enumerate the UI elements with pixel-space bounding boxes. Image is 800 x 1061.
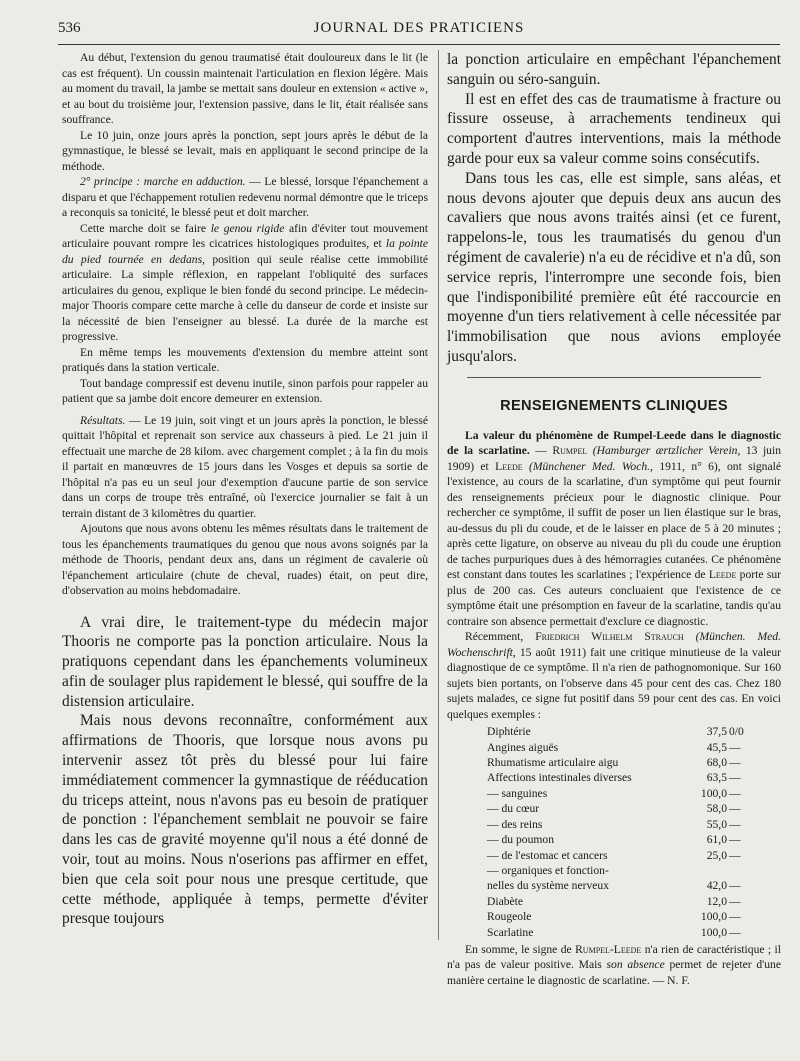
article-paragraph-2: Récemment, Friedrich Wilhelm Strauch (München. Med. Wochenschrift, 15 août 1911) fait une critique minutieuse de la valeur diagnostique de ce symptôme. Il n'a rien de pathognomonique. Sur 160 sujets bien portants, on l'observe dans 45 pour cent des cas. Chez 180 sujets malades, ce signe fut positif dans 59 pour cent des cas. En voici quelques exemples : bbox=[447, 630, 781, 721]
left-paragraph-6: Tout bandage compressif est devenu inutile, sinon parfois pour rappeler au patient que sa jambe doit encore demeurer en extension. bbox=[62, 376, 428, 405]
stats-unit: — bbox=[729, 802, 741, 816]
stats-row bbox=[487, 724, 765, 739]
stats-label: — des reins bbox=[487, 817, 543, 831]
stats-row bbox=[487, 770, 765, 785]
left-column bbox=[62, 50, 428, 929]
stats-value: 61,0 bbox=[706, 833, 727, 847]
left-paragraph-results: Résultats. — Le 19 juin, soit vingt et un jours après la ponction, le blessé quittait l'hôpital et reprenait son service aux chasseurs à pied. Le 21 juin il effectuait une marche de 28 kilom. avec chargement complet ; à la fin du mois il partait en manœuvres de 15 jours dans les Vosges et depuis sa sortie de l'hôpital n'a pas eu un seul jour d'exemption d'aucune partie de son service dans un corps de troupe très entraîné, où l'exercice journalier se fait à un terrain distant de 3 kilomètres du quartier. bbox=[62, 413, 428, 520]
stats-label: — sanguines bbox=[487, 786, 548, 800]
stats-label: Rhumatisme articulaire aigu bbox=[487, 756, 619, 770]
right-column bbox=[447, 50, 781, 988]
stats-value: 63,5 bbox=[706, 771, 727, 785]
stats-unit: — bbox=[729, 910, 741, 924]
stats-value: 25,0 bbox=[706, 848, 727, 862]
stats-label: Scarlatine bbox=[487, 925, 534, 939]
stats-row bbox=[487, 832, 765, 847]
stats-label: Diabète bbox=[487, 894, 524, 908]
stats-row bbox=[487, 740, 765, 755]
stats-label: Angines aiguës bbox=[487, 740, 559, 754]
stats-unit: — bbox=[729, 833, 741, 847]
left-paragraph-4: Cette marche doit se faire le genou rigide afin d'éviter tout mouvement articulaire pouvant rompre les cicatrices histologiques produites, et la pointe du pied tournée en dedans, position qui seule réalise cette immobilité articulaire. La simple réflexion, en rappelant l'obliquité des surfaces articulaires du genou, explique le bien fondé du second principe. Le médecin-major Thooris compare cette marche à celle du danseur de corde et insiste sur la nécessité de bien l'enseigner au blessé. La durée de la marche est progressive. bbox=[62, 221, 428, 343]
left-paragraph-3: 2° principe : marche en adduction. — Le blessé, lorsque l'épanchement a disparu et que l'échappement rotulien redevenu normal démontre que le triceps a reconquis sa tonicité, le blessé peut et doit marcher. bbox=[62, 175, 428, 219]
stats-label: — du poumon bbox=[487, 833, 554, 847]
column-divider bbox=[438, 50, 439, 940]
stats-row bbox=[487, 894, 765, 909]
stats-label: nelles du système nerveux bbox=[487, 879, 610, 893]
stats-value bbox=[687, 863, 727, 878]
stats-value: 45,5 bbox=[706, 740, 727, 754]
stats-unit: — bbox=[729, 786, 741, 800]
page-number: 536 bbox=[58, 20, 81, 36]
stats-row bbox=[487, 878, 765, 893]
stats-row bbox=[487, 863, 765, 878]
results-label: Résultats. bbox=[80, 413, 126, 427]
left-paragraph-8: Ajoutons que nous avons obtenu les mêmes résultats dans le traitement de tous les épanchements traumatiques du genou que nous avons soignés par la méthode de Thooris, pendant deux ans, dans un régiment de cavalerie où l'épanchement articulaire (chute de cheval, ruades) était, on peut dire, d'observation au moins hebdomadaire. bbox=[62, 522, 428, 597]
section-rule bbox=[467, 377, 761, 378]
stats-unit: 0/0 bbox=[729, 725, 744, 739]
stats-label: Diphtérie bbox=[487, 725, 531, 739]
statistics-table bbox=[487, 724, 765, 940]
stats-row bbox=[487, 909, 765, 924]
article-paragraph-1: La valeur du phénomène de Rumpel-Leede dans le diagnostic de la scarlatine. — Rumpel (Hamburger ærtzlicher Verein, 13 juin 1909) et Leede (Münchener Med. Woch., 1911, n° 6), ont signalé l'existence, au cours de la scarlatine, d'un symptôme qui peut fournir des renseignements précieux pour le diagnostic clinique. Pour rechercher ce symptôme, il suffit de poser un lien élastique sur le bras, au-dessus du pli du coude, et de le laisser en place de 5 à 20 minutes ; après cette ligature, on observe au niveau du pli du coude une éruption de taches purpuriques dues à des hémorragies cutanées. Ce phénomène est constant dans toutes les scarlatines ; l'expérience de Leede porte sur plus de 200 cas. Ces auteurs concluaient que l'existence de ce symptôme était une présomption en faveur de la scarlatine, tandis qu'au contraire son absence permettait d'exclure ce diagnostic. bbox=[447, 428, 781, 628]
stats-row bbox=[487, 817, 765, 832]
stats-value: 58,0 bbox=[706, 802, 727, 816]
stats-row bbox=[487, 848, 765, 863]
stats-value: 100,0 bbox=[700, 786, 727, 800]
stats-row bbox=[487, 925, 765, 940]
principle-label: 2° principe : marche en adduction. bbox=[80, 175, 246, 188]
page-header bbox=[58, 20, 780, 45]
stats-label: — du cœur bbox=[487, 802, 540, 816]
stats-label: Rougeole bbox=[487, 910, 532, 924]
left-paragraph-5: En même temps les mouvements d'extension du membre atteint sont pratiqués dans la station verticale. bbox=[62, 345, 428, 374]
left-paragraph-2: Le 10 juin, onze jours après la ponction, sept jours après le début de la gymnastique, le blessé se levait, mais en appliquant le second principe de la méthode. bbox=[62, 128, 428, 173]
stats-row bbox=[487, 755, 765, 770]
stats-unit bbox=[727, 863, 765, 878]
stats-label: — de l'estomac et cancers bbox=[487, 848, 608, 862]
stats-value: 68,0 bbox=[706, 756, 727, 770]
left-paragraph-10: Mais nous devons reconnaître, conformément aux affirmations de Thooris, que lorsque nous avons pu intervenir assez tôt près du blessé pour lui faire immédiatement commencer la gymnastique de rééducation du triceps atteint, nous n'avons pas eu besoin de pratiquer de ponction : l'épanchement semblait ne pouvoir se faire dans les cas de gravité moyenne qu'il nous a été donné de voir, tout au moins. Nous n'oserions pas affirmer en effet, bien que cela soit pour nous une presque certitude, que cette méthode, appliquée à temps, permette d'éviter presque toujours bbox=[62, 712, 428, 928]
stats-unit: — bbox=[729, 771, 741, 785]
right-paragraph-3: Dans tous les cas, elle est simple, sans aléas, et nous devons ajouter que depuis deux ans aucun des cavaliers que nous avons traités ainsi (et ce furent, rappelons-le, tous les traumatisés du genou d'un régiment de cavalerie) n'a eu de récidive et n'a dû, son service repris, l'interrompre une seconde fois, bien que l'indisponibilité première eût été raccourcie en moyenne d'un tiers relativement à celle nécessitée par l'immobilisation que nous avions employée jusqu'alors. bbox=[447, 169, 781, 365]
stats-label: — organiques et fonction- bbox=[487, 863, 609, 877]
stats-value: 12,0 bbox=[706, 894, 727, 908]
stats-unit: — bbox=[729, 740, 741, 754]
right-paragraph-2: Il est en effet des cas de traumatisme à fracture ou fissure osseuse, à arrachements tendineux qui comportent d'autres interventions, mais la méthode garde pour eux sa valeur comme soins consécutifs. bbox=[447, 90, 781, 167]
article-paragraph-3: En somme, le signe de Rumpel-Leede n'a rien de caractéristique ; il n'a pas de valeur positive. Mais son absence permet de rejeter d'une manière certaine le diagnostic de scarlatine. — N. F. bbox=[447, 942, 781, 987]
stats-unit: — bbox=[729, 879, 741, 893]
stats-label: Affections intestinales diverses bbox=[487, 771, 632, 785]
left-paragraph-9: A vrai dire, le traitement-type du médecin major Thooris ne comporte pas la ponction articulaire. Nous la pratiquons cependant dans les épanchements volumineux afin de soulager plus rapidement le blessé, qui souffre de la distension articulaire. bbox=[62, 613, 428, 710]
stats-unit: — bbox=[729, 817, 741, 831]
article-title: La valeur du phénomène de Rumpel-Leede dans le diagnostic de la scarlatine. bbox=[447, 428, 781, 458]
stats-unit: — bbox=[729, 894, 741, 908]
stats-unit: — bbox=[729, 848, 741, 862]
right-paragraph-1: la ponction articulaire en empêchant l'épanchement sanguin ou séro-sanguin. bbox=[447, 51, 781, 88]
stats-value: 100,0 bbox=[700, 925, 727, 939]
stats-value: 42,0 bbox=[706, 879, 727, 893]
stats-row bbox=[487, 786, 765, 801]
left-paragraph-1: Au début, l'extension du genou traumatisé était douloureux dans le lit (le cas est fréquent). Un coussin maintenait l'articulation en flexion légère. Mais au moment du travail, la jambe se mettait sans douleur en extension « active », et au bout du troisième jour, l'extension passive, dans le lit, était réalisée sans souffrance. bbox=[62, 51, 428, 126]
stats-unit: — bbox=[729, 756, 741, 770]
stats-value: 55,0 bbox=[706, 817, 727, 831]
stats-value: 37,5 bbox=[706, 725, 727, 739]
journal-title: JOURNAL DES PRATICIENS bbox=[313, 20, 525, 36]
stats-row bbox=[487, 801, 765, 816]
section-heading: RENSEIGNEMENTS CLINIQUES bbox=[500, 397, 728, 414]
stats-unit: — bbox=[729, 925, 741, 939]
stats-value: 100,0 bbox=[700, 910, 727, 924]
